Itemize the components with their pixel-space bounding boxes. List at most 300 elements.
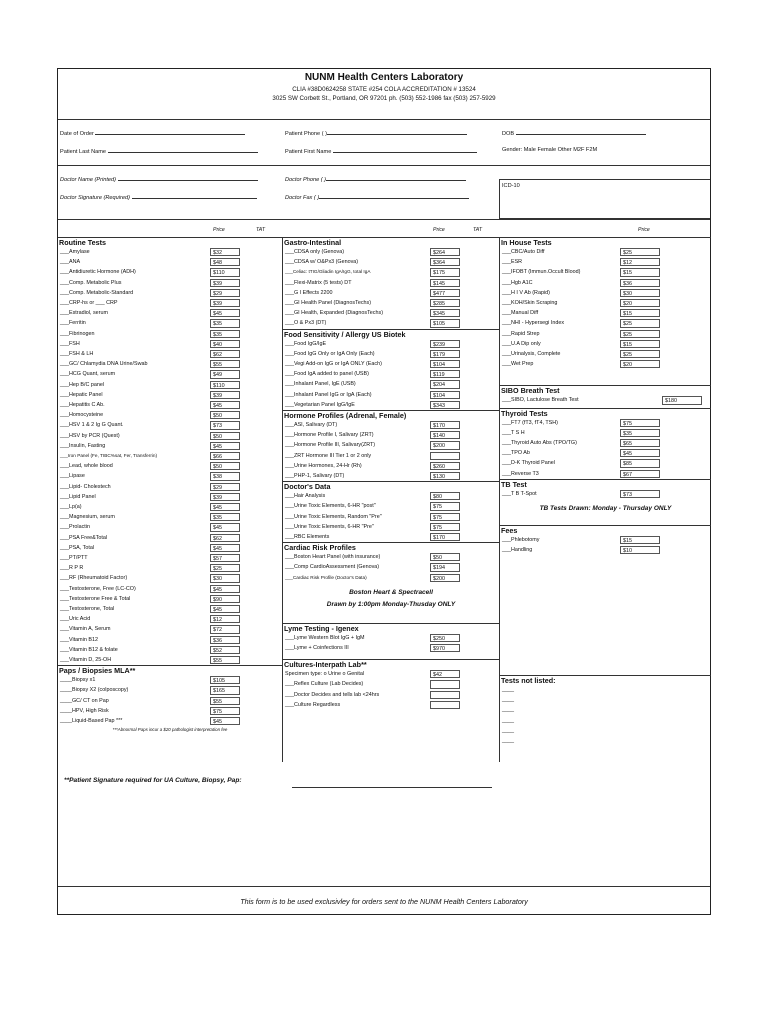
- doctors-data-test-row[interactable]: [283, 522, 499, 532]
- routine-test-row[interactable]: [58, 645, 282, 655]
- routine-test-price: $45: [210, 605, 240, 613]
- routine-test-name: ___Ferritin: [60, 320, 86, 327]
- food-test-name: ___Food IgA added to panel (USB): [285, 371, 369, 378]
- doctors-data-test-price: $75: [430, 523, 460, 531]
- in-house-test-row[interactable]: [500, 278, 711, 288]
- in-house-test-price: $25: [620, 330, 660, 338]
- routine-test-name: ___Hepatic Panel: [60, 391, 103, 398]
- unlisted-test-line-name: ____: [502, 738, 514, 744]
- food-test-row[interactable]: [283, 369, 499, 379]
- hormone-test-row[interactable]: [283, 430, 499, 440]
- thyroid-test-row[interactable]: [500, 428, 711, 438]
- routine-test-price: $55: [210, 656, 240, 664]
- routine-test-row[interactable]: [58, 278, 282, 288]
- food-test-row[interactable]: [283, 400, 499, 410]
- routine-test-row[interactable]: [58, 492, 282, 502]
- unlisted-test-line-name: ____: [502, 727, 514, 734]
- tb-header-label: TB Test: [501, 479, 527, 489]
- routine-test-price: $39: [210, 493, 240, 501]
- routine-test-row[interactable]: [58, 451, 282, 461]
- food-test-row[interactable]: [283, 359, 499, 369]
- tb-test-name: ___T B T-Spot: [502, 490, 537, 497]
- lyme-header-label: Lyme Testing - Igenex: [284, 623, 359, 633]
- gastro-test-name: ___Celiac: tTIG/Gliadin IgA/IgG, total IgA: [285, 269, 371, 275]
- routine-test-row[interactable]: [58, 522, 282, 532]
- routine-test-price: $62: [210, 534, 240, 542]
- routine-test-name: ___Amylase: [60, 249, 90, 255]
- hormone-test-name: ___ASI, Salivary (DT): [285, 422, 338, 428]
- gastro-test-row[interactable]: [283, 257, 499, 267]
- fee-item-row[interactable]: [500, 545, 711, 555]
- paps-test-name: ____Biopsy x1: [60, 677, 96, 684]
- cardiac-test-price: $200: [430, 574, 460, 582]
- tests-not-listed-header-label: Tests not listed:: [501, 676, 556, 685]
- hormone-test-name: ___PHP-1, Salivary (DT): [285, 473, 345, 479]
- routine-test-name: ___Testosterone Free & Total: [60, 595, 131, 602]
- doctors-data-test-name: ___Hair Analysis: [285, 493, 326, 500]
- thyroid-test-price: $67: [620, 470, 660, 478]
- unlisted-test-line-row[interactable]: [500, 736, 711, 746]
- routine-test-name: ___Uric Acid: [60, 616, 91, 623]
- thyroid-test-row[interactable]: [500, 469, 711, 479]
- thyroid-test-row[interactable]: [500, 418, 711, 428]
- routine-test-row[interactable]: [58, 369, 282, 379]
- boston-note-1: Boston Heart & Spectracell: [349, 588, 433, 596]
- accreditation-line: CLIA #38D0624258 STATE #254 COLA ACCREDITATION # 13524: [292, 86, 476, 93]
- date-of-order-field[interactable]: Date of Order: [60, 129, 245, 137]
- hormone-test-name: ___Hormone Profile III, Salivary(ZRT): [285, 442, 376, 449]
- paps-test-row[interactable]: [58, 675, 282, 685]
- routine-test-name: ___HCG Quant, serum: [60, 371, 116, 378]
- lyme-test-price: $970: [430, 644, 460, 652]
- tb-note: TB Tests Drawn: Monday - Thursday ONLY: [539, 505, 672, 512]
- cardiac-test-name: ___Comp CardioAssessment (Genova): [285, 564, 380, 571]
- culture-option-row[interactable]: [283, 679, 499, 689]
- cardiac-test-name: ___Boston Heart Panel (with insurance): [285, 554, 381, 561]
- routine-test-name: ___RF (Rheumatoid Factor): [60, 575, 128, 582]
- hormone-test-price: $260: [430, 462, 460, 470]
- routine-test-price: $90: [210, 595, 240, 603]
- routine-test-price: $45: [210, 544, 240, 552]
- in-house-test-price: $15: [620, 268, 660, 276]
- doctor-name-field[interactable]: Doctor Name (Printed): [60, 175, 258, 183]
- hormone-test-name: ___Urine Hormones, 24-Hr (Rh): [285, 462, 362, 469]
- lyme-test-row[interactable]: [283, 643, 499, 653]
- gastro-test-price: $175: [430, 268, 460, 276]
- cultures-header-label: Cultures-Interpath Lab**: [284, 660, 367, 670]
- routine-test-row[interactable]: [58, 635, 282, 645]
- paps-note: ***Abnormal Paps incur a $20 pathologist interpretation fee: [112, 727, 228, 733]
- routine-test-name: ___Comp. Metabolic Plus: [60, 279, 122, 286]
- routine-test-price: $110: [210, 268, 240, 276]
- gender-options[interactable]: Gender: Male Female Other M2F F2M: [502, 147, 598, 153]
- thyroid-test-row[interactable]: [500, 448, 711, 458]
- routine-test-name: ___Prolactin: [60, 524, 90, 531]
- routine-test-price: $45: [210, 523, 240, 531]
- gastro-test-row[interactable]: [283, 308, 499, 318]
- divider: [58, 219, 710, 220]
- routine-test-name: ___Lead, whole blood: [60, 463, 113, 470]
- food-test-row[interactable]: [283, 349, 499, 359]
- in-house-test-price: $25: [620, 319, 660, 327]
- doctor-phone-field[interactable]: Doctor Phone ( ): [285, 175, 466, 183]
- routine-test-price: $38: [210, 472, 240, 480]
- doctor-fax-field[interactable]: Doctor Fax ( ): [285, 193, 469, 201]
- in-house-test-row[interactable]: [500, 359, 711, 369]
- food-test-name: ___Vegi Add-on IgG or IgA ONLY (Each): [285, 361, 382, 367]
- paps-test-row[interactable]: [58, 685, 282, 695]
- sibo-test-row[interactable]: [500, 395, 711, 405]
- routine-test-price: $39: [210, 299, 240, 307]
- hormone-test-price: $130: [430, 472, 460, 480]
- icd-10-box[interactable]: ICD-10: [499, 179, 710, 219]
- gastro-test-price: $285: [430, 299, 460, 307]
- hormone-test-name: ___ZRT Hormone III Tier 1 or 2 only: [285, 452, 372, 459]
- routine-test-price: $72: [210, 625, 240, 633]
- routine-test-row[interactable]: [58, 584, 282, 594]
- routine-test-row[interactable]: [58, 298, 282, 308]
- boston-note-2: Drawn by 1:00pm Monday-Thusday ONLY: [326, 600, 456, 608]
- gastro-test-row[interactable]: [283, 298, 499, 308]
- in-house-test-row[interactable]: [500, 267, 711, 277]
- culture-option-price: $42: [430, 670, 460, 678]
- food-test-price: $204: [430, 380, 460, 388]
- doctors-data-test-name: ___Urine Toxic Elements, 6-HR "Pre": [285, 523, 374, 530]
- gastro-test-row[interactable]: [283, 288, 499, 298]
- routine-test-name: ___Lp(a): [60, 504, 82, 510]
- gastro-test-name: ___GI Health, Expanded (DiagnosTechs): [285, 310, 383, 317]
- routine-test-name: ___Comp. Metabolic-Standard: [60, 289, 134, 296]
- routine-test-price: $45: [210, 585, 240, 593]
- in-house-test-row[interactable]: [500, 298, 711, 308]
- routine-test-name: ___Fibrinogen: [60, 330, 95, 337]
- patient-first-name-field[interactable]: Patient First Name: [285, 147, 477, 155]
- in-house-test-price: $20: [620, 360, 660, 368]
- routine-test-name: ___Testosterone, Total: [60, 606, 115, 612]
- doctors-data-test-row[interactable]: [283, 501, 499, 511]
- routine-test-name: ___Estradiol, serum: [60, 310, 108, 317]
- routine-test-name: ___PSA, Total: [60, 544, 95, 551]
- food-test-name: ___Inhalant Panel, IgE (USB): [285, 381, 356, 388]
- culture-option-row[interactable]: [283, 669, 499, 679]
- routine-test-row[interactable]: [58, 533, 282, 543]
- routine-test-price: $36: [210, 636, 240, 644]
- hormone-test-row[interactable]: [283, 420, 499, 430]
- routine-test-price: $29: [210, 289, 240, 297]
- routine-test-name: ___Hep B/C panel: [60, 381, 105, 388]
- doctors-data-test-row[interactable]: [283, 491, 499, 501]
- food-test-price: $239: [430, 340, 460, 348]
- patient-signature-line[interactable]: [292, 787, 492, 788]
- fee-item-name: ___Handling: [502, 547, 533, 554]
- routine-test-price: $55: [210, 360, 240, 368]
- paps-test-price: $55: [210, 697, 240, 705]
- routine-test-name: ___Homocysteine: [60, 412, 104, 419]
- in-house-test-price: $15: [620, 309, 660, 317]
- routine-test-row[interactable]: [58, 359, 282, 369]
- paps-test-row[interactable]: [58, 706, 282, 716]
- in-house-test-name: ___KOH/Skin Scraping: [502, 300, 558, 306]
- food-header-label: Food Sensitivity / Allergy US Biotek: [284, 329, 406, 339]
- in-house-test-price: $25: [620, 248, 660, 256]
- routine-test-row[interactable]: [58, 410, 282, 420]
- routine-test-row[interactable]: [58, 339, 282, 349]
- gastro-test-name: ___CDSA only (Genova): [285, 249, 345, 255]
- culture-option-price: [430, 701, 460, 709]
- hormone-test-row[interactable]: [283, 440, 499, 450]
- patient-last-name-field[interactable]: Patient Last Name: [60, 147, 258, 155]
- in-house-test-name: ___Manual Diff: [502, 310, 539, 317]
- sibo-test-price: $180: [662, 396, 702, 404]
- routine-test-name: ___Lipid Panel: [60, 493, 96, 500]
- food-test-name: ___Food IgG Only or IgA Only (Each): [285, 350, 375, 357]
- routine-test-price: $35: [210, 330, 240, 338]
- gastro-test-row[interactable]: [283, 247, 499, 257]
- in-house-test-name: ___U.A Dip only: [502, 340, 541, 347]
- routine-test-row[interactable]: [58, 329, 282, 339]
- in-house-test-name: ___CBC/Auto Diff: [502, 249, 545, 255]
- routine-test-row[interactable]: [58, 655, 282, 665]
- thyroid-test-row[interactable]: [500, 458, 711, 468]
- routine-test-row[interactable]: [58, 400, 282, 410]
- gastro-test-name: ___O & Px3 (DT): [285, 320, 327, 327]
- doctors-data-test-row[interactable]: [283, 512, 499, 522]
- divider: [58, 119, 710, 120]
- unlisted-test-line-row[interactable]: [500, 695, 711, 705]
- footer-note: This form is to be used exclusivley for orders sent to the NUNM Health Centers Laboratory: [58, 886, 710, 915]
- doctors-data-test-name: ___RBC Elements: [285, 534, 330, 540]
- routine-test-name: ___FSH: [60, 340, 80, 347]
- routine-test-row[interactable]: [58, 553, 282, 563]
- food-test-price: $179: [430, 350, 460, 358]
- routine-test-price: $45: [210, 503, 240, 511]
- in-house-test-name: ___IFOBT (Immun.Occult Blood): [502, 269, 581, 276]
- in-house-test-price: $25: [620, 350, 660, 358]
- form-title: NUNM Health Centers Laboratory: [304, 72, 464, 83]
- unlisted-test-line-name: ____: [502, 717, 514, 724]
- hormone-test-row[interactable]: [283, 471, 499, 481]
- hormone-test-row[interactable]: [283, 461, 499, 471]
- doctors-data-test-price: $170: [430, 533, 460, 541]
- routine-test-name: ___Vitamin D, 25-OH: [60, 657, 112, 663]
- routine-test-price: $57: [210, 554, 240, 562]
- in-house-test-row[interactable]: [500, 349, 711, 359]
- doctor-signature-field[interactable]: Doctor Signature (Required): [60, 193, 257, 201]
- cardiac-test-row[interactable]: [283, 552, 499, 562]
- routine-test-row[interactable]: [58, 257, 282, 267]
- address-line: 3025 SW Corbett St., Portland, OR 97201 ph. (503) 552-1986 fax (503) 257-5929: [272, 95, 496, 102]
- routine-test-name: ___HSV by PCR (Quest): [60, 432, 120, 439]
- lyme-test-row[interactable]: [283, 633, 499, 643]
- routine-test-price: $52: [210, 646, 240, 654]
- in-house-test-row[interactable]: [500, 308, 711, 318]
- culture-option-row[interactable]: [283, 700, 499, 710]
- routine-test-price: $50: [210, 411, 240, 419]
- thyroid-test-row[interactable]: [500, 438, 711, 448]
- routine-test-name: ___Vitamin B12: [60, 636, 98, 643]
- thyroid-test-name: ___D-K Thyroid Panel: [502, 460, 555, 467]
- culture-option-price: [430, 680, 460, 688]
- routine-test-price: $48: [210, 258, 240, 266]
- in-house-test-price: $20: [620, 299, 660, 307]
- fee-item-row[interactable]: [500, 535, 711, 545]
- doctors-data-test-price: $75: [430, 502, 460, 510]
- unlisted-test-line-row[interactable]: [500, 705, 711, 715]
- routine-test-row[interactable]: [58, 604, 282, 614]
- routine-test-row[interactable]: [58, 512, 282, 522]
- thyroid-test-price: $35: [620, 429, 660, 437]
- gastro-test-row[interactable]: [283, 267, 499, 277]
- routine-test-row[interactable]: [58, 594, 282, 604]
- cardiac-test-row[interactable]: [283, 562, 499, 572]
- routine-test-row[interactable]: [58, 431, 282, 441]
- routine-test-row[interactable]: [58, 380, 282, 390]
- routine-test-name: ___PSA Free&Total: [60, 534, 108, 541]
- routine-test-name: ___FSH & LH: [60, 351, 94, 357]
- paps-test-name: ____Liquid-Based Pap ***: [60, 718, 123, 724]
- routine-test-row[interactable]: [58, 349, 282, 359]
- doctors-data-test-price: $75: [430, 513, 460, 521]
- routine-test-price: $29: [210, 483, 240, 491]
- cardiac-test-price: $50: [430, 553, 460, 561]
- in-house-test-row[interactable]: [500, 288, 711, 298]
- food-test-price: $104: [430, 360, 460, 368]
- paps-test-row[interactable]: [58, 716, 282, 726]
- routine-test-name: ___Lipase: [60, 473, 85, 480]
- fees-header-label: Fees: [501, 526, 518, 535]
- routine-test-row[interactable]: [58, 390, 282, 400]
- routine-test-name: ___Vitamin A, Serum: [60, 626, 111, 633]
- fee-item-name: ___Phlebotomy: [502, 537, 540, 543]
- tb-test-row[interactable]: [500, 489, 711, 499]
- in-house-test-name: ___ESR: [502, 259, 523, 266]
- in-house-test-row[interactable]: [500, 329, 711, 339]
- paps-test-price: $45: [210, 717, 240, 725]
- routine-test-price: $66: [210, 452, 240, 460]
- routine-test-price: $32: [210, 248, 240, 256]
- routine-test-row[interactable]: [58, 543, 282, 553]
- routine-test-price: $30: [210, 574, 240, 582]
- price-header: Price: [638, 227, 650, 233]
- in-house-test-name: ___Urinalysis, Complete: [502, 351, 561, 357]
- paps-test-name: ____HPV, High Risk: [60, 707, 109, 714]
- routine-test-row[interactable]: [58, 624, 282, 634]
- lab-order-form: [57, 68, 711, 915]
- gastro-test-name: ___G I Effects 2200: [285, 289, 333, 296]
- routine-test-row[interactable]: [58, 267, 282, 277]
- food-test-price: $104: [430, 391, 460, 399]
- paps-test-name: ____Biopsy X2 (colposcopy): [60, 687, 129, 694]
- routine-test-price: $50: [210, 432, 240, 440]
- routine-test-price: $45: [210, 401, 240, 409]
- routine-test-name: ___HSV 1 & 2 Ig G Quant.: [60, 422, 124, 429]
- in-house-test-row[interactable]: [500, 318, 711, 328]
- gastro-test-row[interactable]: [283, 318, 499, 328]
- routine-test-row[interactable]: [58, 573, 282, 583]
- food-test-row[interactable]: [283, 390, 499, 400]
- doctors-data-test-row[interactable]: [283, 532, 499, 542]
- doctors-data-test-name: ___Urine Toxic Elements, Random "Pre": [285, 513, 382, 520]
- routine-test-row[interactable]: [58, 471, 282, 481]
- thyroid-test-name: ___T S H: [502, 429, 525, 436]
- unlisted-test-line-name: ____: [502, 707, 514, 714]
- routine-test-row[interactable]: [58, 308, 282, 318]
- gastro-test-name: ___CDSA w/ O&Px3 (Genova): [285, 259, 359, 266]
- routine-test-row[interactable]: [58, 563, 282, 573]
- gastro-test-row[interactable]: [283, 278, 499, 288]
- unlisted-test-line-row[interactable]: [500, 716, 711, 726]
- in-house-test-name: ___Rapid Strep: [502, 330, 540, 337]
- routine-test-name: ___Insulin, Fasting: [60, 442, 106, 449]
- gastro-test-price: $477: [430, 289, 460, 297]
- food-test-name: ___Vegetarian Panel IgG/IgE: [285, 401, 355, 408]
- sibo-test-name: ___SIBO, Lactulose Breath Test: [502, 397, 579, 404]
- patient-phone-field[interactable]: Patient Phone ( ): [285, 129, 467, 137]
- gastro-test-price: $145: [430, 279, 460, 287]
- routine-test-row[interactable]: [58, 482, 282, 492]
- routine-test-row[interactable]: [58, 614, 282, 624]
- hormone-test-row[interactable]: [283, 451, 499, 461]
- unlisted-test-line-name: ____: [502, 697, 514, 704]
- gastro-test-price: $264: [430, 248, 460, 256]
- paps-test-price: $165: [210, 686, 240, 694]
- doctors-data-test-price: $80: [430, 492, 460, 500]
- routine-tests-header-label: Routine Tests: [59, 238, 106, 247]
- dob-field[interactable]: DOB: [502, 129, 646, 137]
- in-house-test-row[interactable]: [500, 339, 711, 349]
- routine-test-price: $25: [210, 564, 240, 572]
- routine-test-row[interactable]: [58, 461, 282, 471]
- culture-option-row[interactable]: [283, 690, 499, 700]
- hormone-header-label: Hormone Profiles (Adrenal, Female): [284, 411, 407, 420]
- lyme-test-name: ___Lyme + Coinfections III: [285, 645, 349, 651]
- routine-test-name: ___CRP-hs or ___ CRP: [60, 300, 118, 306]
- routine-test-name: ___ANA: [60, 259, 81, 266]
- routine-test-row[interactable]: [58, 441, 282, 451]
- routine-test-row[interactable]: [58, 288, 282, 298]
- routine-test-name: ___GC/ Chlamydia DNA Urine/Swab: [60, 361, 148, 368]
- routine-test-price: $73: [210, 421, 240, 429]
- food-test-row[interactable]: [283, 379, 499, 389]
- tat-header: TAT: [256, 227, 266, 233]
- in-house-test-row[interactable]: [500, 247, 711, 257]
- price-header: Price: [213, 227, 225, 233]
- routine-test-price: $50: [210, 462, 240, 470]
- culture-option-name: ___Reflex Culture (Lab Decides): [285, 681, 364, 688]
- food-test-row[interactable]: [283, 339, 499, 349]
- routine-test-row[interactable]: [58, 318, 282, 328]
- hormone-test-price: $200: [430, 441, 460, 449]
- thyroid-test-price: $85: [620, 459, 660, 467]
- hormone-test-price: $140: [430, 431, 460, 439]
- cardiac-test-row[interactable]: [283, 573, 499, 583]
- routine-test-price: $110: [210, 381, 240, 389]
- routine-test-price: $39: [210, 391, 240, 399]
- routine-test-name: ___Testosterone, Free (LC-CO): [60, 585, 136, 592]
- routine-test-row[interactable]: [58, 247, 282, 257]
- unlisted-test-line-row[interactable]: [500, 726, 711, 736]
- in-house-test-row[interactable]: [500, 257, 711, 267]
- doctors-data-test-name: ___Urine Toxic Elements, 6-HR "post": [285, 503, 376, 510]
- gastro-test-price: $105: [430, 319, 460, 327]
- thyroid-test-name: ___Thyroid Auto Abs (TPO/TG): [502, 440, 577, 446]
- routine-test-row[interactable]: [58, 420, 282, 430]
- routine-test-name: ___Magnesium, serum: [60, 514, 115, 521]
- paps-test-row[interactable]: [58, 696, 282, 706]
- routine-test-row[interactable]: [58, 502, 282, 512]
- gastro-test-price: $345: [430, 309, 460, 317]
- unlisted-test-line-row[interactable]: [500, 685, 711, 695]
